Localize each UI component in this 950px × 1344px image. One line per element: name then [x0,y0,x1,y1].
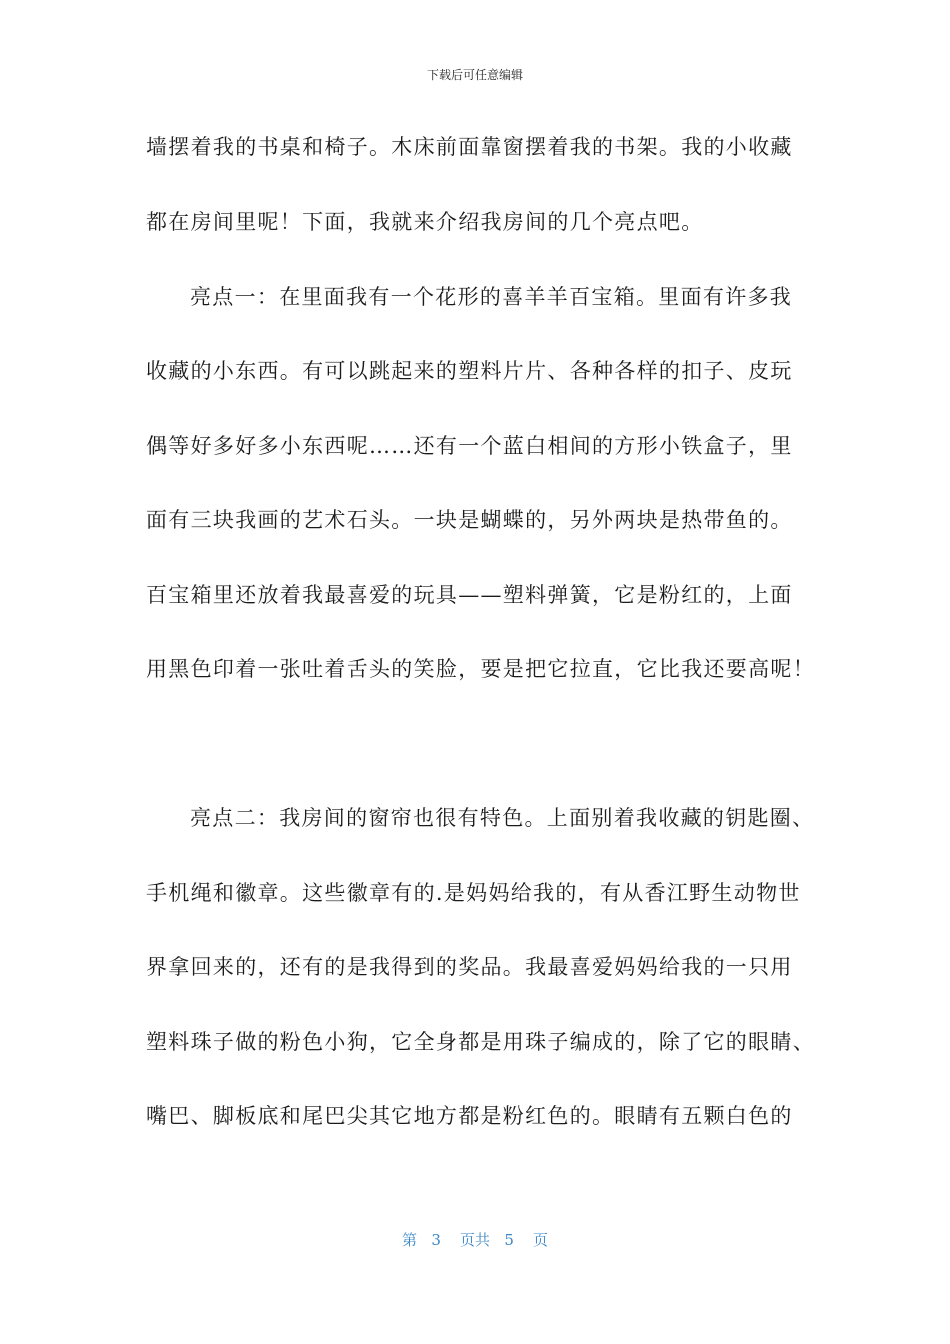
current-page-number: 3 [431,1231,441,1249]
text-line: 偶等好多好多小东西呢……还有一个蓝白相间的方形小铁盒子，里 [146,434,793,458]
text-line: 塑料珠子做的粉色小狗，它全身都是用珠子编成的，除了它的眼睛、 [146,1030,815,1054]
text-line: 都在房间里呢！下面，我就来介绍我房间的几个亮点吧。 [146,210,704,234]
paragraph-start-line: 亮点一：在里面我有一个花形的喜羊羊百宝箱。里面有许多我 [190,285,793,309]
page-footer [0,1229,950,1250]
page-label-mid: 页共 [459,1231,490,1249]
page-header: 下载后可任意编辑 [426,68,523,82]
text-line: 嘴巴、脚板底和尾巴尖其它地方都是粉红色的。眼睛有五颗白色的 [146,1104,793,1128]
text-line: 用黑色印着一张吐着舌头的笑脸，要是把它拉直，它比我还要高呢！ [146,657,815,681]
text-line: 墙摆着我的书桌和椅子。木床前面靠窗摆着我的书架。我的小收藏 [146,135,793,159]
page-label-suffix: 页 [532,1231,548,1249]
paragraph-start-line: 亮点二：我房间的窗帘也很有特色。上面别着我收藏的钥匙圈、 [190,806,815,830]
text-line: 手机绳和徽章。这些徽章有的.是妈妈给我的，有从香江野生动物世 [146,881,801,905]
text-line: 界拿回来的，还有的是我得到的奖品。我最喜爱妈妈给我的一只用 [146,955,793,979]
total-pages-number: 5 [504,1231,514,1249]
page-label-prefix: 第 [402,1231,418,1249]
text-line: 面有三块我画的艺术石头。一块是蝴蝶的，另外两块是热带鱼的。 [146,508,793,532]
text-line: 百宝箱里还放着我最喜爱的玩具——塑料弹簧，它是粉红的，上面 [146,583,793,607]
text-line: 收藏的小东西。有可以跳起来的塑料片片、各种各样的扣子、皮玩 [146,359,793,383]
